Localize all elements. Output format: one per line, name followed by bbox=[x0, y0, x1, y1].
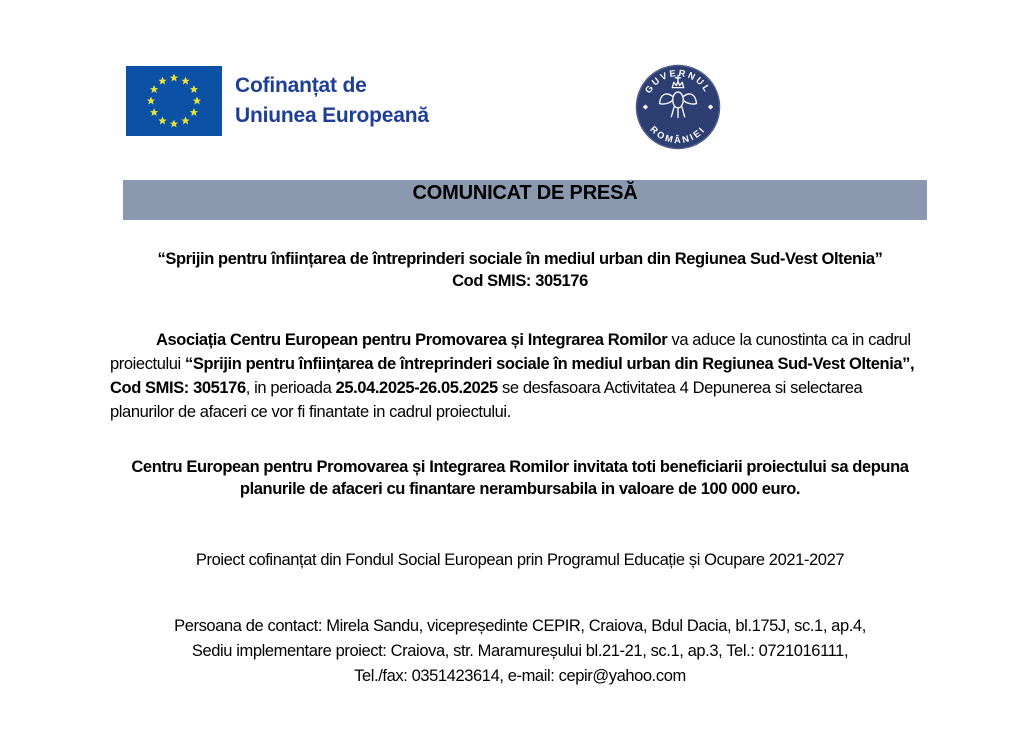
eu-flag-icon bbox=[126, 66, 222, 136]
intro-period: 25.04.2025-26.05.2025 bbox=[335, 379, 498, 397]
contact-block bbox=[110, 614, 930, 689]
eu-logo-caption bbox=[235, 71, 429, 131]
project-heading bbox=[110, 248, 930, 292]
project-heading-line2: Cod SMIS: 305176 bbox=[452, 272, 588, 290]
intro-text-2: , in perioada bbox=[245, 379, 336, 397]
intro-text-1: va aduce la cunostinta ca in cadrul proiectului bbox=[110, 331, 911, 373]
contact-line3: Tel./fax: 0351423614, e-mail: cepir@yahoo.com bbox=[354, 667, 686, 685]
eu-cofinanced-logo bbox=[126, 66, 429, 136]
funding-note: Proiect cofinanțat din Fondul Social European prin Programul Educație și Ocupare 2021-2027 bbox=[195, 551, 845, 569]
contact-line2: Sediu implementare proiect: Craiova, str. Maramureșului bl.21-21, sc.1, ap.3, Tel.: 0721016111, bbox=[191, 642, 849, 660]
intro-paragraph bbox=[110, 328, 930, 424]
intro-association-name: Asociația Centru European pentru Promovarea și Integrarea Romilor bbox=[156, 331, 668, 349]
contact-line1: Persoana de contact: Mirela Sandu, vicepreședinte CEPIR, Craiova, Bdul Dacia, bl.175J, sc.1, ap.4, bbox=[174, 617, 866, 635]
guvernul-romaniei-seal-icon bbox=[634, 63, 722, 151]
intro-text-3: se desfasoara Activitatea 4 Depunerea si selectarea planurilor de afaceri ce vor fi finantate in cadrul proiectului. bbox=[110, 379, 863, 421]
project-heading-line1: “Sprijin pentru înființarea de întreprinderi sociale în mediul urban din Regiunea Sud-Vest Oltenia” bbox=[157, 250, 883, 268]
eu-caption-line2: Uniunea Europeană bbox=[235, 104, 429, 127]
seal-text-bottom: ROMÂNIEI bbox=[648, 124, 708, 146]
invitation-paragraph: Centru European pentru Promovarea și Integrarea Romilor invitata toti beneficiarii proiectului sa depuna planurile de afaceri cu finantare nerambursabila in valoare de 100 000 euro. bbox=[131, 458, 909, 498]
eu-caption-line1: Cofinanțat de bbox=[235, 74, 367, 97]
seal-text-top: GUVERNUL bbox=[643, 67, 714, 96]
press-release-banner bbox=[123, 180, 927, 220]
romanian-government-logo bbox=[634, 63, 722, 156]
banner-title: COMUNICAT DE PRESĂ bbox=[412, 182, 638, 204]
press-release-content bbox=[110, 220, 930, 689]
intro-project-title: “Sprijin pentru înființarea de întreprinderi sociale în mediul urban din Regiunea Sud-Vest Oltenia”, Cod SMIS: 305176 bbox=[110, 355, 915, 397]
